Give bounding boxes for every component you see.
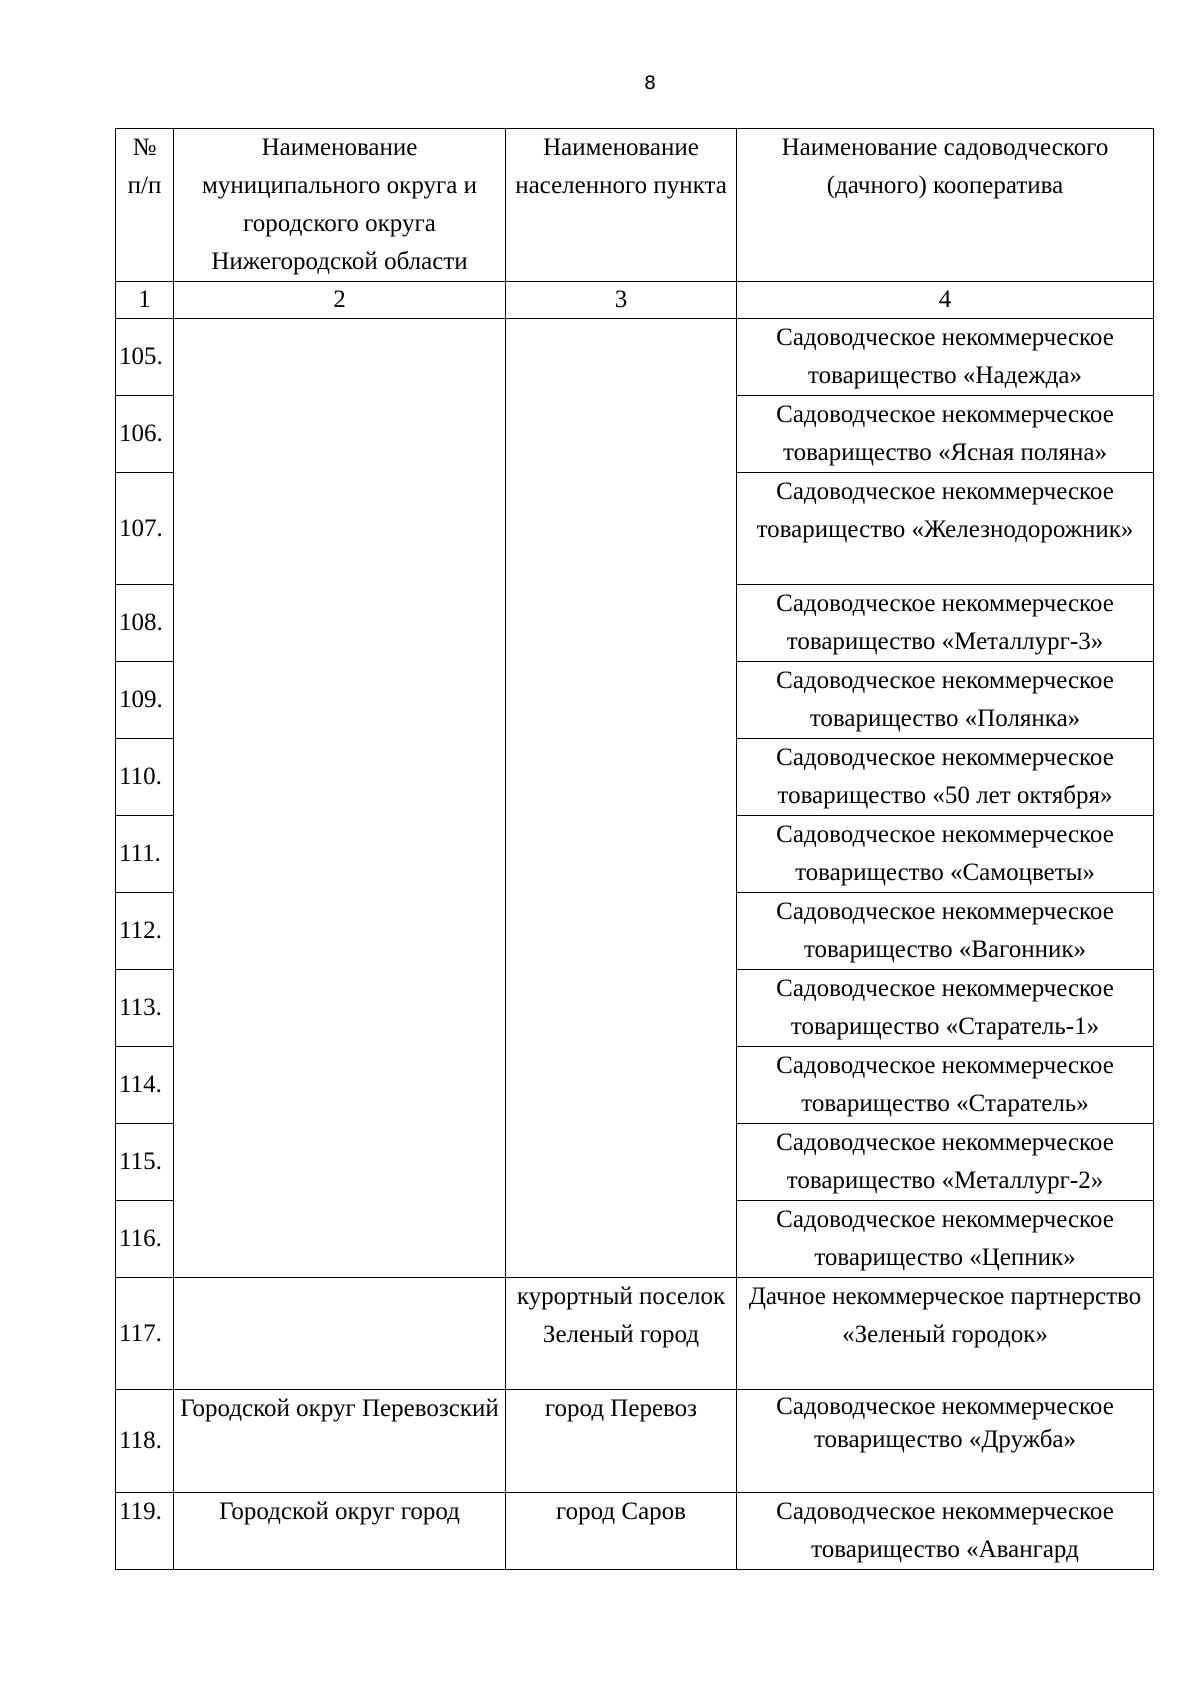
cooperative-name: Садоводческое некоммерческое товарищество «Дружба»	[737, 1390, 1154, 1493]
cooperative-name: Садоводческое некоммерческое товарищество «Цепник»	[737, 1201, 1154, 1278]
header-district: Наименование муниципального округа и городского округа Нижегородской области	[174, 129, 506, 282]
district-cell-empty	[174, 319, 506, 1278]
table-row	[116, 1278, 1154, 1390]
row-number: 114.	[116, 1047, 174, 1124]
table-row	[116, 1493, 1154, 1570]
cooperative-name: Садоводческое некоммерческое товарищество «Надежда»	[737, 319, 1154, 396]
header-cooperative: Наименование садоводческого (дачного) кооператива	[737, 129, 1154, 282]
row-number: 119.	[116, 1493, 174, 1570]
settlement-name: город Перевоз	[506, 1390, 737, 1493]
district-name: Городской округ город	[174, 1493, 506, 1570]
cooperative-name: Садоводческое некоммерческое товарищество «Железнодорожник»	[737, 473, 1154, 585]
table-row	[116, 319, 1154, 396]
cooperative-name: Садоводческое некоммерческое товарищество «Авангард	[737, 1493, 1154, 1570]
row-number: 116.	[116, 1201, 174, 1278]
header-number: № п/п	[116, 129, 174, 282]
column-index: 1	[116, 282, 174, 319]
cooperatives-table	[115, 128, 1154, 1570]
cooperative-name: Садоводческое некоммерческое товарищество «Вагонник»	[737, 893, 1154, 970]
cooperative-name: Садоводческое некоммерческое товарищество «Полянка»	[737, 662, 1154, 739]
row-number: 110.	[116, 739, 174, 816]
row-number: 108.	[116, 585, 174, 662]
row-number: 107.	[116, 473, 174, 585]
district-name: Городской округ Перевозский	[174, 1390, 506, 1493]
row-number: 113.	[116, 970, 174, 1047]
row-number: 106.	[116, 396, 174, 473]
page-number: 8	[643, 72, 657, 94]
row-number: 112.	[116, 893, 174, 970]
settlement-cell-empty	[506, 319, 737, 1278]
cooperative-name: Садоводческое некоммерческое товарищество «Старатель-1»	[737, 970, 1154, 1047]
column-index: 3	[506, 282, 737, 319]
row-number: 111.	[116, 816, 174, 893]
column-index: 2	[174, 282, 506, 319]
row-number: 118.	[116, 1390, 174, 1493]
cooperative-name: Садоводческое некоммерческое товарищество «Старатель»	[737, 1047, 1154, 1124]
district-name	[174, 1278, 506, 1390]
settlement-name: город Саров	[506, 1493, 737, 1570]
column-index: 4	[737, 282, 1154, 319]
header-settlement: Наименование населенного пункта	[506, 129, 737, 282]
row-number: 117.	[116, 1278, 174, 1390]
column-index-row	[116, 282, 1154, 319]
table-header-row	[116, 129, 1154, 282]
cooperative-name: Садоводческое некоммерческое товарищество «Металлург-3»	[737, 585, 1154, 662]
row-number: 115.	[116, 1124, 174, 1201]
cooperative-name: Дачное некоммерческое партнерство «Зеленый городок»	[737, 1278, 1154, 1390]
table-row	[116, 1390, 1154, 1493]
cooperative-name: Садоводческое некоммерческое товарищество «Металлург-2»	[737, 1124, 1154, 1201]
cooperative-name: Садоводческое некоммерческое товарищество «Ясная поляна»	[737, 396, 1154, 473]
cooperative-name: Садоводческое некоммерческое товарищество «50 лет октября»	[737, 739, 1154, 816]
row-number: 109.	[116, 662, 174, 739]
cooperative-name: Садоводческое некоммерческое товарищество «Самоцветы»	[737, 816, 1154, 893]
row-number: 105.	[116, 319, 174, 396]
settlement-name: курортный поселок Зеленый город	[506, 1278, 737, 1390]
